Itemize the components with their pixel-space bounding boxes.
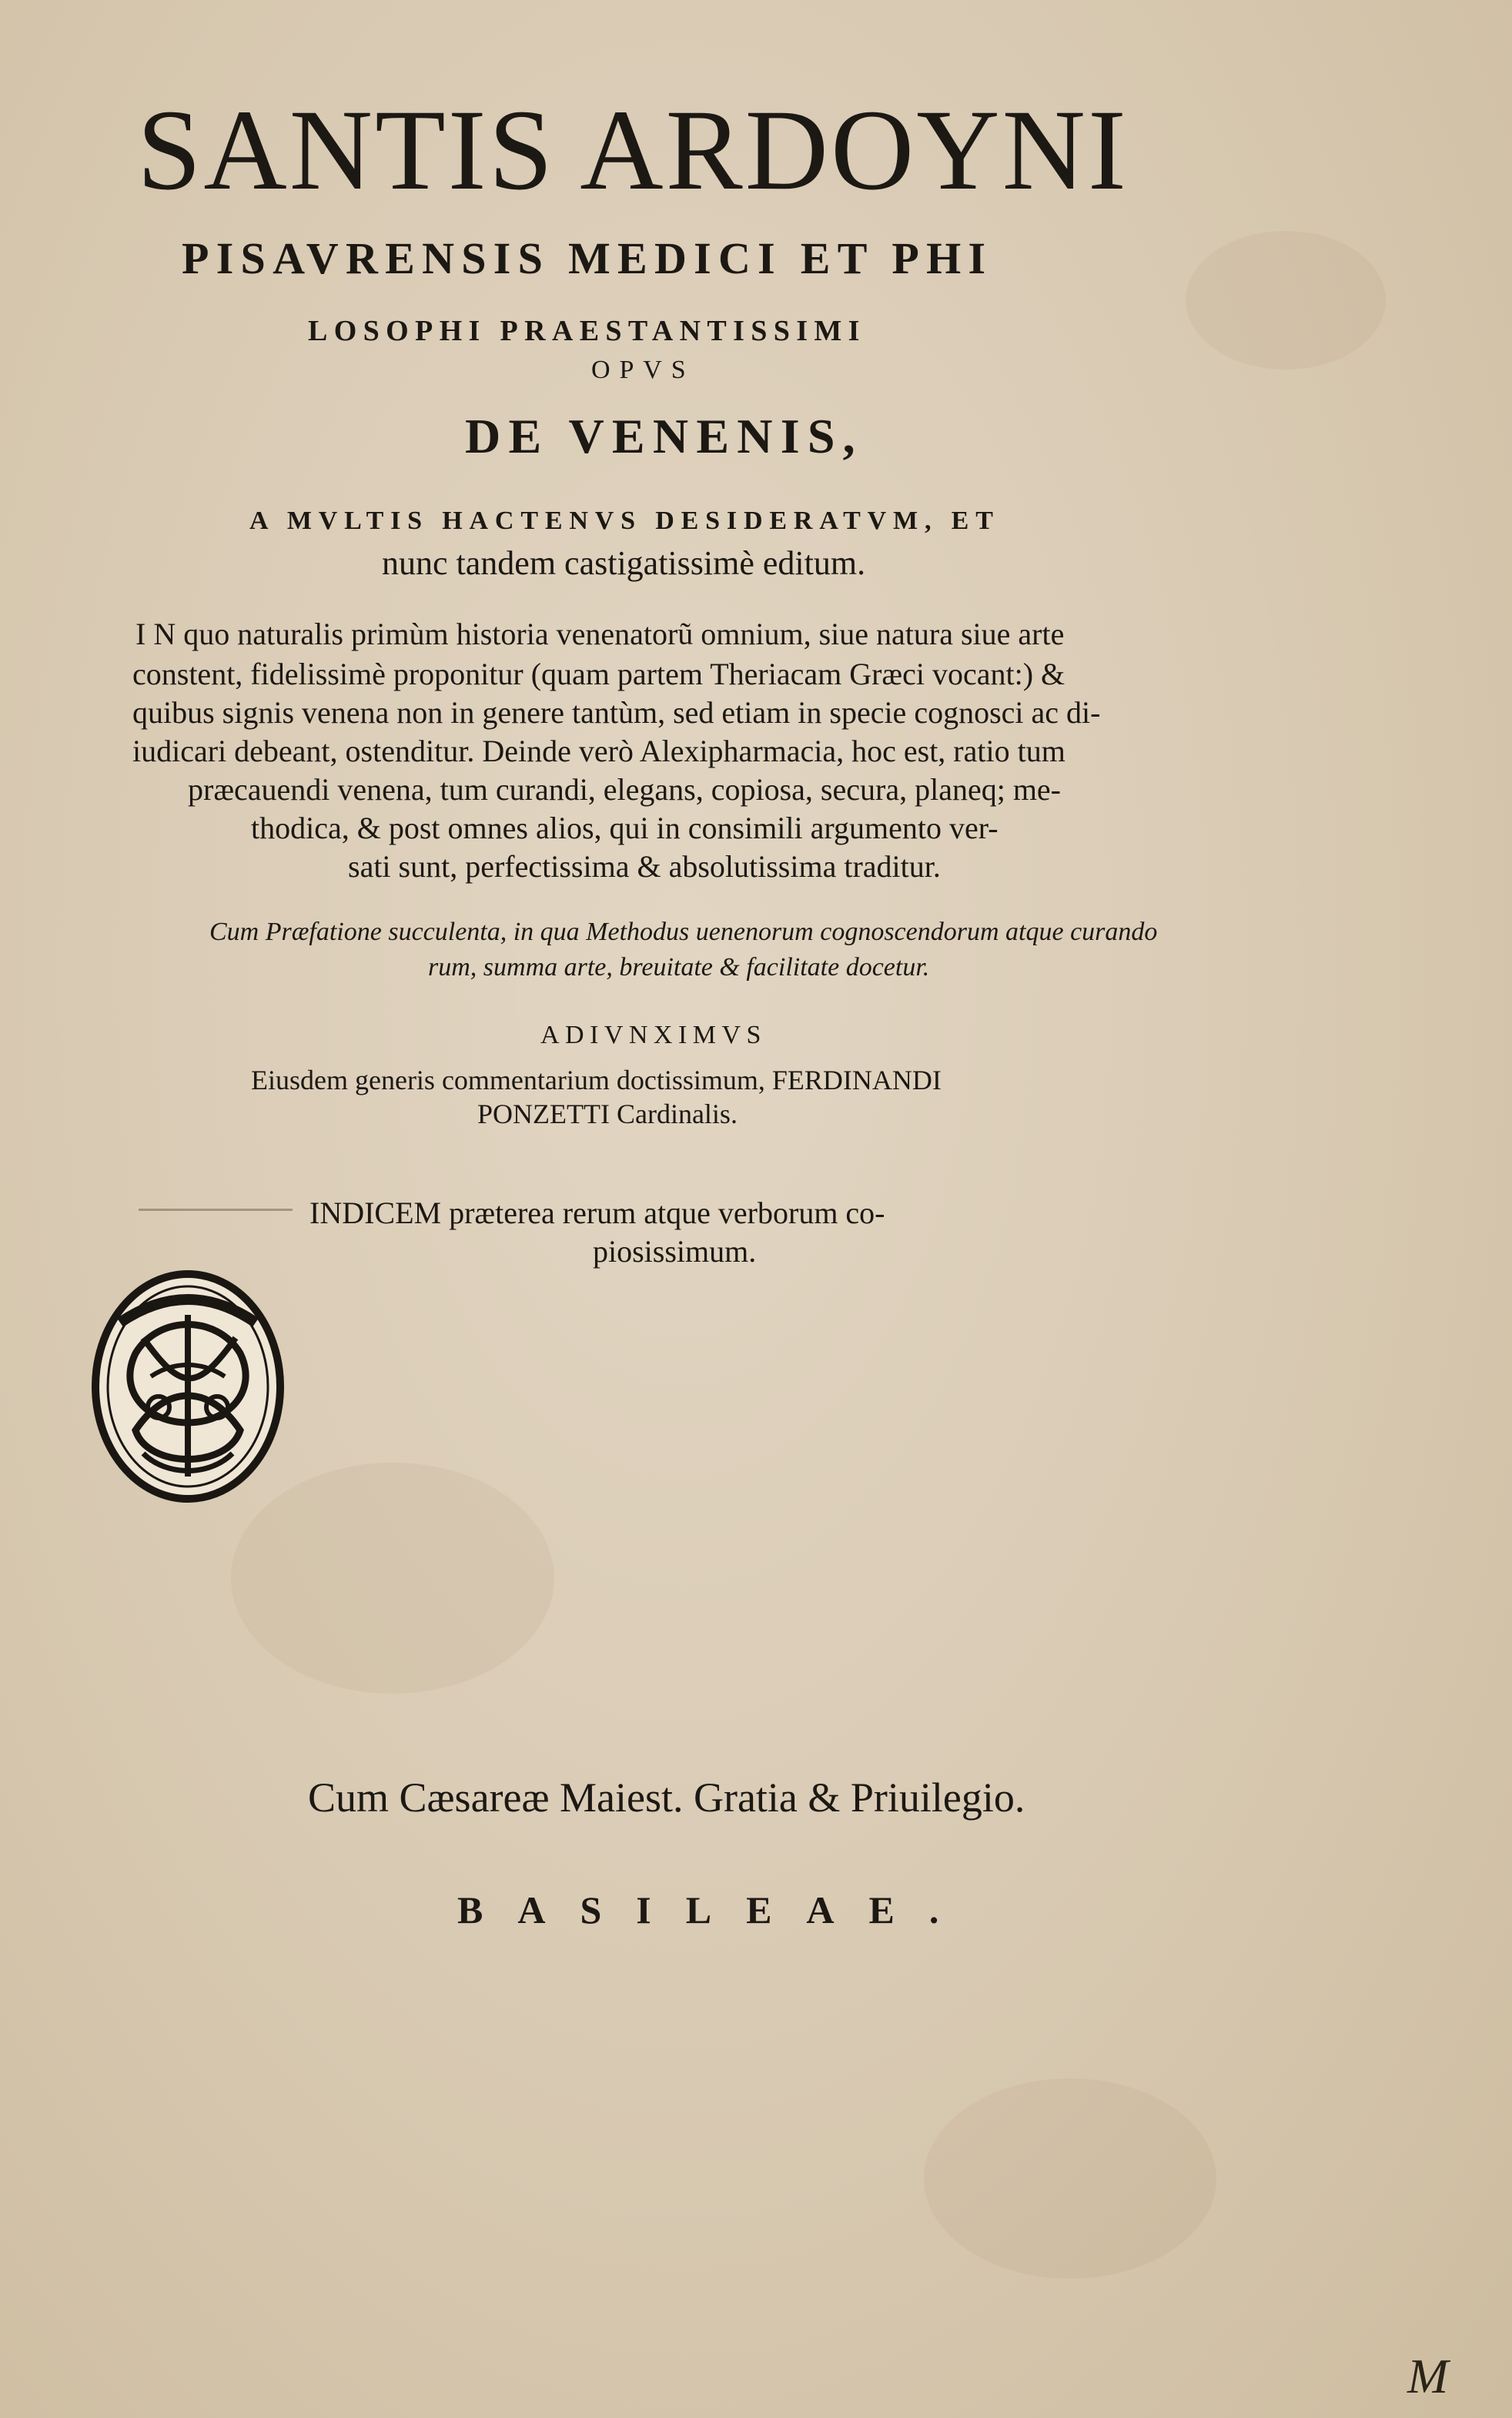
- description-line: constent, fidelissimè proponitur (quam partem Theriacam Græci vocant:) &: [132, 657, 1065, 691]
- subtitle-line-1: A MVLTIS HACTENVS DESIDERATVM, ET: [249, 507, 1000, 535]
- title-author: SANTIS ARDOYNI: [137, 86, 1129, 214]
- addendum-line: Eiusdem generis commentarium doctissimum, FERDINANDI: [251, 1065, 942, 1095]
- title-line-4: OPVS: [591, 356, 695, 384]
- subtitle-line-2: nunc tandem castigatissimè editum.: [382, 544, 866, 582]
- corner-handwritten-mark: M: [1407, 2349, 1449, 2403]
- index-line: piosissimum.: [593, 1234, 757, 1269]
- addendum-heading: ADIVNXIMVS: [540, 1021, 767, 1049]
- description-line: quibus signis venena non in genere tantùm, sed etiam in specie cognosci ac di-: [132, 695, 1101, 730]
- paper-stain: [1186, 231, 1386, 370]
- paper-stain: [924, 2079, 1216, 2279]
- title-work: DE VENENIS,: [465, 409, 863, 463]
- title-line-3: LOSOPHI PRAESTANTISSIMI: [308, 315, 866, 347]
- decorative-rule: [139, 1209, 293, 1211]
- imprint-place: BASILEAE.: [457, 1888, 974, 1931]
- addendum-line: PONZETTI Cardinalis.: [477, 1099, 738, 1129]
- description-line: præcauendi venena, tum curandi, elegans, copiosa, secura, planeq; me-: [188, 772, 1062, 807]
- preface-line: Cum Præfatione succulenta, in qua Methodus uenenorum cognoscendorum atque curando: [209, 918, 1158, 946]
- description-line: thodica, & post omnes alios, qui in consimili argumento ver-: [251, 811, 999, 845]
- index-line: INDICEM præterea rerum atque verborum co-: [309, 1196, 885, 1230]
- title-line-2: PISAVRENSIS MEDICI ET PHI: [182, 233, 993, 283]
- library-stamp-icon: [89, 1269, 286, 1504]
- preface-line: rum, summa arte, breuitate & facilitate docetur.: [428, 953, 930, 982]
- description-line: iudicari debeant, ostenditur. Deinde verò Alexipharmacia, hoc est, ratio tum: [132, 734, 1065, 768]
- description-line: I N quo naturalis primùm historia venenatorũ omnium, siue natura siue arte: [135, 617, 1065, 651]
- description-line: sati sunt, perfectissima & absolutissima traditur.: [348, 849, 941, 884]
- privilege-line: Cum Cæsareæ Maiest. Gratia & Priuilegio.: [308, 1774, 1025, 1821]
